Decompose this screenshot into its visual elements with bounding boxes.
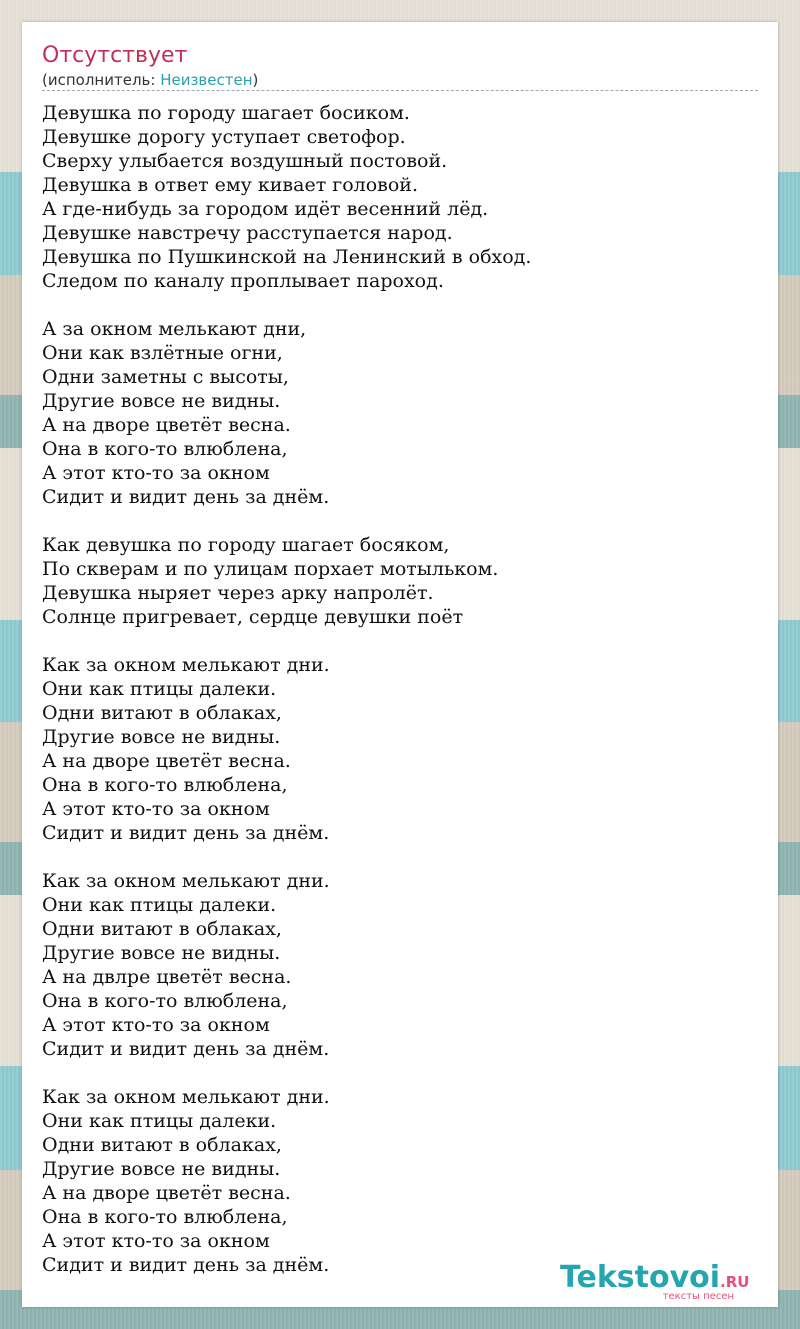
logo-tagline: тексты песен bbox=[662, 1291, 734, 1302]
lyric-line: Она в кого-то влюблена, bbox=[42, 774, 288, 796]
lyric-line: Они как птицы далеки. bbox=[42, 894, 277, 916]
lyric-line: Она в кого-то влюблена, bbox=[42, 1206, 288, 1228]
artist-prefix: (исполнитель: bbox=[42, 71, 161, 89]
artist-link[interactable]: Неизвестен bbox=[160, 71, 253, 89]
lyrics-body bbox=[42, 101, 758, 1301]
lyric-line: А этот кто-то за окном bbox=[42, 798, 270, 820]
lyric-line: Девушка по Пушкинской на Ленинский в обход. bbox=[42, 246, 532, 268]
lyric-line: Другие вовсе не видны. bbox=[42, 726, 281, 748]
artist-line bbox=[42, 70, 258, 90]
lyric-line: А за окном мелькают дни, bbox=[42, 318, 307, 340]
lyric-line: А на двлре цветёт весна. bbox=[42, 966, 292, 988]
lyric-line: А на дворе цветёт весна. bbox=[42, 1182, 291, 1204]
lyric-line: Одни заметны с высоты, bbox=[42, 366, 289, 388]
stanza-6 bbox=[42, 1085, 758, 1277]
lyric-line: Как за окном мелькают дни. bbox=[42, 870, 330, 892]
lyric-line: Девушке дорогу уступает светофор. bbox=[42, 126, 406, 148]
lyric-line: Девушка в ответ ему кивает головой. bbox=[42, 174, 418, 196]
lyric-line: А этот кто-то за окном bbox=[42, 1014, 270, 1036]
stanza-5 bbox=[42, 869, 758, 1061]
lyric-line: Другие вовсе не видны. bbox=[42, 942, 281, 964]
lyric-line: Она в кого-то влюблена, bbox=[42, 438, 288, 460]
lyric-line: Другие вовсе не видны. bbox=[42, 1158, 281, 1180]
stanza-3 bbox=[42, 533, 758, 629]
lyric-line: Они как птицы далеки. bbox=[42, 678, 277, 700]
song-title: Отсутствует bbox=[42, 43, 188, 68]
lyric-line: Девушка по городу шагает босиком. bbox=[42, 102, 410, 124]
stanza-4 bbox=[42, 653, 758, 845]
logo-tld: .RU bbox=[720, 1273, 750, 1291]
lyric-line: Сидит и видит день за днём. bbox=[42, 822, 330, 844]
lyric-line: Сидит и видит день за днём. bbox=[42, 1038, 330, 1060]
lyric-line: Сидит и видит день за днём. bbox=[42, 1254, 330, 1276]
stanza-1 bbox=[42, 101, 758, 293]
logo-main-text: Tekstovoi bbox=[560, 1260, 721, 1295]
lyrics-card bbox=[22, 22, 778, 1307]
lyric-line: Она в кого-то влюблена, bbox=[42, 990, 288, 1012]
lyric-line: А этот кто-то за окном bbox=[42, 1230, 270, 1252]
lyric-line: Солнце пригревает, сердце девушки поёт bbox=[42, 606, 464, 628]
lyric-line: Как за окном мелькают дни. bbox=[42, 654, 330, 676]
site-logo[interactable] bbox=[560, 1261, 770, 1303]
lyric-line: Как за окном мелькают дни. bbox=[42, 1086, 330, 1108]
lyric-line: Девушке навстречу расступается народ. bbox=[42, 222, 453, 244]
lyric-line: Одни витают в облаках, bbox=[42, 702, 282, 724]
title-divider bbox=[42, 90, 758, 91]
lyric-line: По скверам и по улицам порхает мотыльком. bbox=[42, 558, 499, 580]
lyric-line: Они как птицы далеки. bbox=[42, 1110, 277, 1132]
lyric-line: Как девушка по городу шагает босяком, bbox=[42, 534, 450, 556]
lyric-line: А этот кто-то за окном bbox=[42, 462, 270, 484]
lyric-line: Другие вовсе не видны. bbox=[42, 390, 281, 412]
lyric-line: Одни витают в облаках, bbox=[42, 918, 282, 940]
lyric-line: А на дворе цветёт весна. bbox=[42, 750, 291, 772]
lyric-line: Девушка ныряет через арку напролёт. bbox=[42, 582, 434, 604]
lyric-line: Они как взлётные огни, bbox=[42, 342, 283, 364]
lyric-line: Сверху улыбается воздушный постовой. bbox=[42, 150, 448, 172]
lyric-line: А на дворе цветёт весна. bbox=[42, 414, 291, 436]
stanza-2 bbox=[42, 317, 758, 509]
lyric-line: Одни витают в облаках, bbox=[42, 1134, 282, 1156]
lyric-line: Сидит и видит день за днём. bbox=[42, 486, 330, 508]
lyric-line: А где-нибудь за городом идёт весенний лёд. bbox=[42, 198, 489, 220]
lyric-line: Следом по каналу проплывает пароход. bbox=[42, 270, 444, 292]
artist-suffix: ) bbox=[252, 71, 259, 89]
